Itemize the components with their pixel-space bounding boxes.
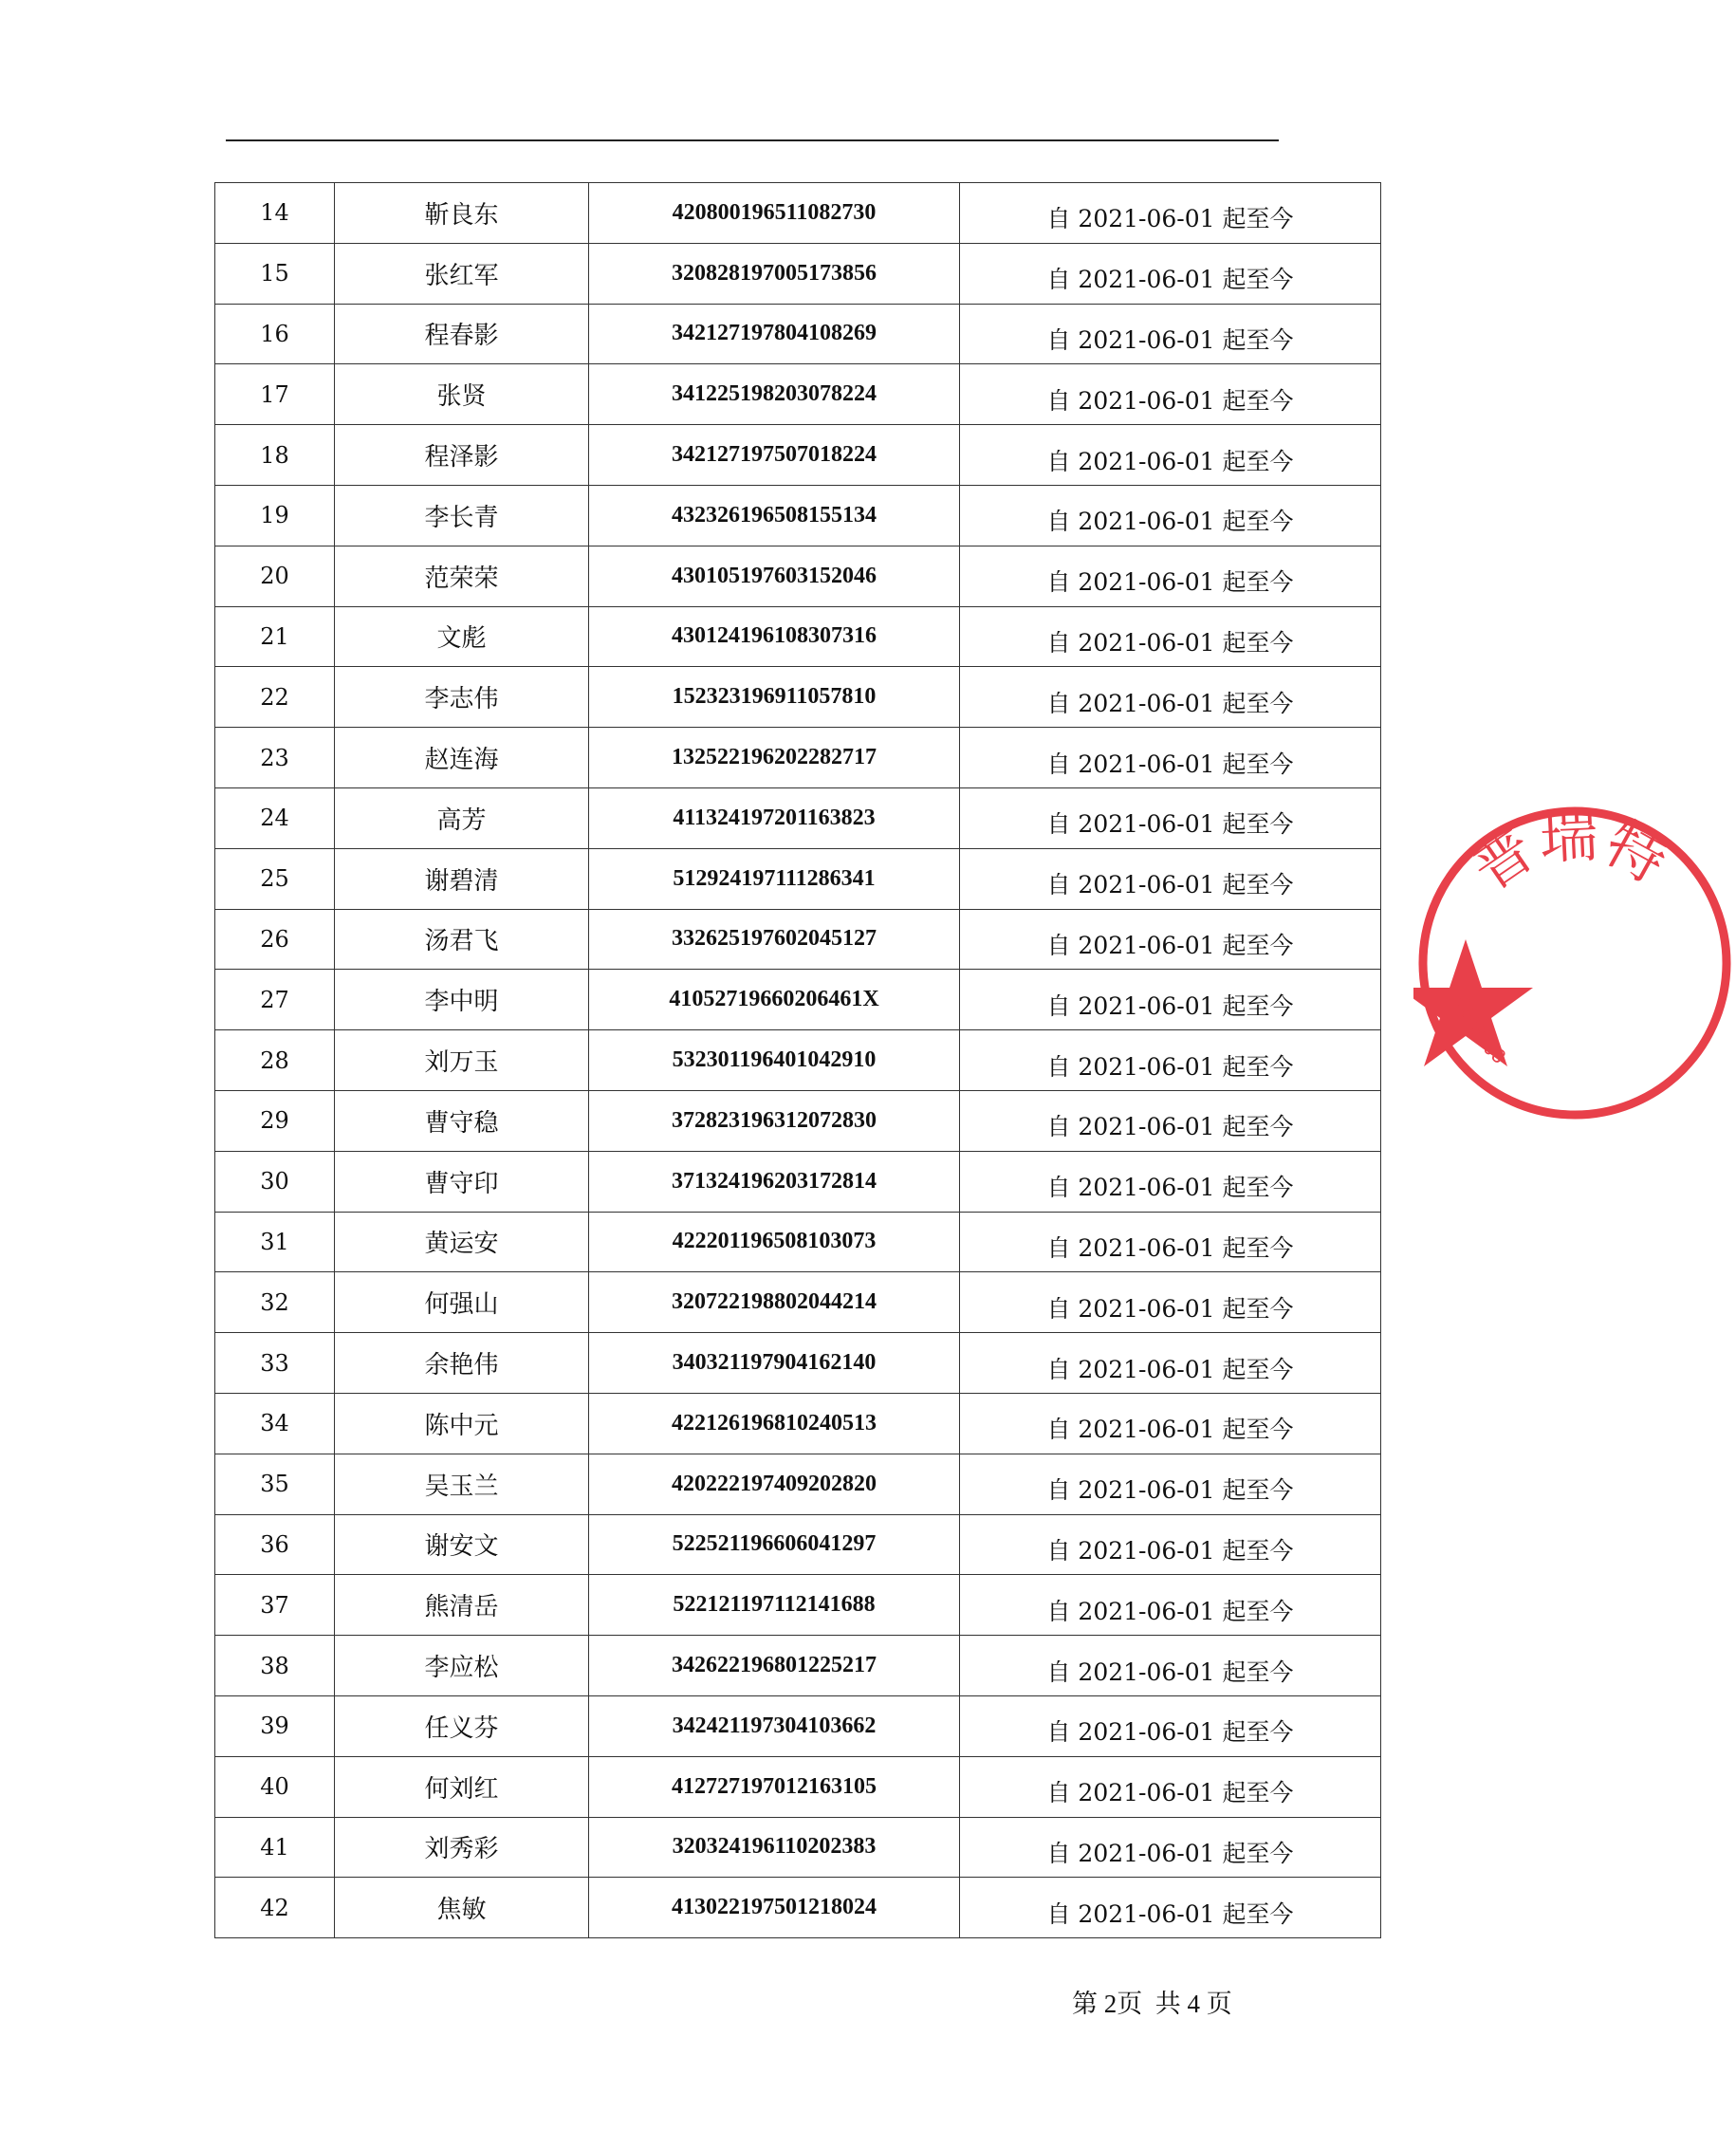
employment-period <box>960 728 1381 788</box>
person-name: 陈中元 <box>335 1393 589 1454</box>
row-number: 17 <box>215 364 335 425</box>
period-text: 自 2021-06-01 起至今 <box>1046 689 1294 717</box>
id-number: 342127197507018224 <box>589 425 960 486</box>
row-number: 24 <box>215 787 335 848</box>
table-row <box>215 909 1381 970</box>
period-text: 自 2021-06-01 起至今 <box>1046 1174 1294 1202</box>
id-number: 320722198802044214 <box>589 1272 960 1333</box>
employment-period <box>960 304 1381 364</box>
person-name: 范荣荣 <box>335 546 589 606</box>
row-number: 34 <box>215 1393 335 1454</box>
row-number: 37 <box>215 1575 335 1636</box>
seal-top-text: 普瑞特 <box>1459 802 1679 904</box>
table-row <box>215 1272 1381 1333</box>
period-text: 自 2021-06-01 起至今 <box>1046 1294 1294 1323</box>
id-number: 420222197409202820 <box>589 1454 960 1514</box>
person-name: 刘秀彩 <box>335 1817 589 1878</box>
row-number: 18 <box>215 425 335 486</box>
table-body <box>215 183 1381 1938</box>
row-number: 27 <box>215 970 335 1030</box>
period-text: 自 2021-06-01 起至今 <box>1046 1416 1294 1444</box>
period-text: 自 2021-06-01 起至今 <box>1046 568 1294 597</box>
employment-period <box>960 909 1381 970</box>
id-number: 532301196401042910 <box>589 1030 960 1091</box>
row-number: 33 <box>215 1333 335 1394</box>
employment-period <box>960 485 1381 546</box>
table-row <box>215 1212 1381 1272</box>
row-number: 21 <box>215 606 335 667</box>
period-text: 自 2021-06-01 起至今 <box>1046 810 1294 839</box>
id-number: 132522196202282717 <box>589 728 960 788</box>
employment-period <box>960 183 1381 244</box>
employment-period <box>960 1636 1381 1696</box>
person-name: 何刘红 <box>335 1756 589 1817</box>
employment-period <box>960 787 1381 848</box>
row-number: 26 <box>215 909 335 970</box>
period-text: 自 2021-06-01 起至今 <box>1046 750 1294 778</box>
id-number: 432326196508155134 <box>589 485 960 546</box>
period-text: 自 2021-06-01 起至今 <box>1046 386 1294 415</box>
row-number: 25 <box>215 848 335 909</box>
employment-period <box>960 1151 1381 1212</box>
table-row <box>215 1695 1381 1756</box>
table-row <box>215 787 1381 848</box>
id-number: 522521196606041297 <box>589 1514 960 1575</box>
row-number: 23 <box>215 728 335 788</box>
id-number: 342622196801225217 <box>589 1636 960 1696</box>
table-row <box>215 364 1381 425</box>
seal-bottom-number: 0008708 <box>1451 992 1511 1068</box>
id-number: 430105197603152046 <box>589 546 960 606</box>
employment-period <box>960 1756 1381 1817</box>
row-number: 15 <box>215 243 335 304</box>
period-text: 自 2021-06-01 起至今 <box>1046 1597 1294 1625</box>
person-name: 赵连海 <box>335 728 589 788</box>
personnel-table <box>214 182 1381 1938</box>
person-name: 任义芬 <box>335 1695 589 1756</box>
id-number: 152323196911057810 <box>589 667 960 728</box>
table-row <box>215 1636 1381 1696</box>
employment-period <box>960 1575 1381 1636</box>
id-number: 422126196810240513 <box>589 1393 960 1454</box>
employment-period <box>960 1030 1381 1091</box>
person-name: 李长青 <box>335 485 589 546</box>
row-number: 22 <box>215 667 335 728</box>
person-name: 刘万玉 <box>335 1030 589 1091</box>
period-text: 自 2021-06-01 起至今 <box>1046 1899 1294 1928</box>
person-name: 谢安文 <box>335 1514 589 1575</box>
person-name: 靳良东 <box>335 183 589 244</box>
table-row <box>215 243 1381 304</box>
employment-period <box>960 667 1381 728</box>
row-number: 41 <box>215 1817 335 1878</box>
period-text: 自 2021-06-01 起至今 <box>1046 1658 1294 1686</box>
person-name: 曹守印 <box>335 1151 589 1212</box>
employment-period <box>960 1393 1381 1454</box>
employment-period <box>960 546 1381 606</box>
table-row <box>215 606 1381 667</box>
period-text: 自 2021-06-01 起至今 <box>1046 991 1294 1020</box>
table-row <box>215 485 1381 546</box>
table-row <box>215 1030 1381 1091</box>
row-number: 19 <box>215 485 335 546</box>
employment-period <box>960 970 1381 1030</box>
company-seal <box>1413 802 1736 1124</box>
period-text: 自 2021-06-01 起至今 <box>1046 205 1294 233</box>
person-name: 李中明 <box>335 970 589 1030</box>
row-number: 32 <box>215 1272 335 1333</box>
id-number: 41052719660206461X <box>589 970 960 1030</box>
employment-period <box>960 848 1381 909</box>
period-text: 自 2021-06-01 起至今 <box>1046 1052 1294 1081</box>
header-rule <box>226 139 1279 141</box>
id-number: 340321197904162140 <box>589 1333 960 1394</box>
table-row <box>215 1756 1381 1817</box>
table-row <box>215 1817 1381 1878</box>
table-row <box>215 1333 1381 1394</box>
id-number: 320324196110202383 <box>589 1817 960 1878</box>
period-text: 自 2021-06-01 起至今 <box>1046 325 1294 354</box>
id-number: 342421197304103662 <box>589 1695 960 1756</box>
table-row <box>215 1514 1381 1575</box>
period-text: 自 2021-06-01 起至今 <box>1046 628 1294 657</box>
person-name: 谢碧清 <box>335 848 589 909</box>
employment-period <box>960 425 1381 486</box>
period-text: 自 2021-06-01 起至今 <box>1046 871 1294 899</box>
period-text: 自 2021-06-01 起至今 <box>1046 1839 1294 1867</box>
id-number: 522121197112141688 <box>589 1575 960 1636</box>
period-text: 自 2021-06-01 起至今 <box>1046 1113 1294 1141</box>
table-row <box>215 970 1381 1030</box>
table-row <box>215 848 1381 909</box>
table-row <box>215 1151 1381 1212</box>
period-text: 自 2021-06-01 起至今 <box>1046 931 1294 959</box>
person-name: 熊清岳 <box>335 1575 589 1636</box>
id-number: 371324196203172814 <box>589 1151 960 1212</box>
row-number: 14 <box>215 183 335 244</box>
table-row <box>215 304 1381 364</box>
employment-period <box>960 1878 1381 1938</box>
id-number: 430124196108307316 <box>589 606 960 667</box>
employment-period <box>960 1333 1381 1394</box>
id-number: 411324197201163823 <box>589 787 960 848</box>
row-number: 38 <box>215 1636 335 1696</box>
row-number: 39 <box>215 1695 335 1756</box>
person-name: 曹守稳 <box>335 1090 589 1151</box>
employment-period <box>960 1272 1381 1333</box>
row-number: 40 <box>215 1756 335 1817</box>
row-number: 42 <box>215 1878 335 1938</box>
person-name: 李应松 <box>335 1636 589 1696</box>
row-number: 30 <box>215 1151 335 1212</box>
employment-period <box>960 1695 1381 1756</box>
person-name: 张红军 <box>335 243 589 304</box>
period-text: 自 2021-06-01 起至今 <box>1046 1779 1294 1807</box>
id-number: 422201196508103073 <box>589 1212 960 1272</box>
period-text: 自 2021-06-01 起至今 <box>1046 1476 1294 1505</box>
id-number: 332625197602045127 <box>589 909 960 970</box>
id-number: 420800196511082730 <box>589 183 960 244</box>
id-number: 342127197804108269 <box>589 304 960 364</box>
row-number: 35 <box>215 1454 335 1514</box>
employment-period <box>960 606 1381 667</box>
person-name: 张贤 <box>335 364 589 425</box>
person-name: 何强山 <box>335 1272 589 1333</box>
person-name: 焦敏 <box>335 1878 589 1938</box>
table-row <box>215 667 1381 728</box>
id-number: 372823196312072830 <box>589 1090 960 1151</box>
person-name: 程春影 <box>335 304 589 364</box>
period-text: 自 2021-06-01 起至今 <box>1046 1536 1294 1565</box>
page-footer: 第 2页 共 4 页 <box>1072 1990 1232 2018</box>
period-text: 自 2021-06-01 起至今 <box>1046 1233 1294 1262</box>
row-number: 20 <box>215 546 335 606</box>
person-name: 黄运安 <box>335 1212 589 1272</box>
person-name: 余艳伟 <box>335 1333 589 1394</box>
table-row <box>215 1454 1381 1514</box>
table-row <box>215 728 1381 788</box>
period-text: 自 2021-06-01 起至今 <box>1046 508 1294 536</box>
person-name: 汤君飞 <box>335 909 589 970</box>
period-text: 自 2021-06-01 起至今 <box>1046 266 1294 294</box>
person-name: 程泽影 <box>335 425 589 486</box>
table-row <box>215 1575 1381 1636</box>
employment-period <box>960 1817 1381 1878</box>
employment-period <box>960 364 1381 425</box>
period-text: 自 2021-06-01 起至今 <box>1046 1355 1294 1383</box>
table-row <box>215 183 1381 244</box>
person-name: 文彪 <box>335 606 589 667</box>
table-row <box>215 1090 1381 1151</box>
table-row <box>215 546 1381 606</box>
table-row <box>215 1393 1381 1454</box>
employment-period <box>960 1454 1381 1514</box>
id-number: 320828197005173856 <box>589 243 960 304</box>
period-text: 自 2021-06-01 起至今 <box>1046 447 1294 475</box>
id-number: 413022197501218024 <box>589 1878 960 1938</box>
employment-period <box>960 1090 1381 1151</box>
employment-period <box>960 243 1381 304</box>
row-number: 31 <box>215 1212 335 1272</box>
id-number: 512924197111286341 <box>589 848 960 909</box>
id-number: 412727197012163105 <box>589 1756 960 1817</box>
table-row <box>215 1878 1381 1938</box>
row-number: 28 <box>215 1030 335 1091</box>
id-number: 341225198203078224 <box>589 364 960 425</box>
row-number: 36 <box>215 1514 335 1575</box>
row-number: 16 <box>215 304 335 364</box>
employment-period <box>960 1212 1381 1272</box>
row-number: 29 <box>215 1090 335 1151</box>
person-name: 李志伟 <box>335 667 589 728</box>
employment-period <box>960 1514 1381 1575</box>
person-name: 高芳 <box>335 787 589 848</box>
table-row <box>215 425 1381 486</box>
person-name: 吴玉兰 <box>335 1454 589 1514</box>
period-text: 自 2021-06-01 起至今 <box>1046 1718 1294 1747</box>
